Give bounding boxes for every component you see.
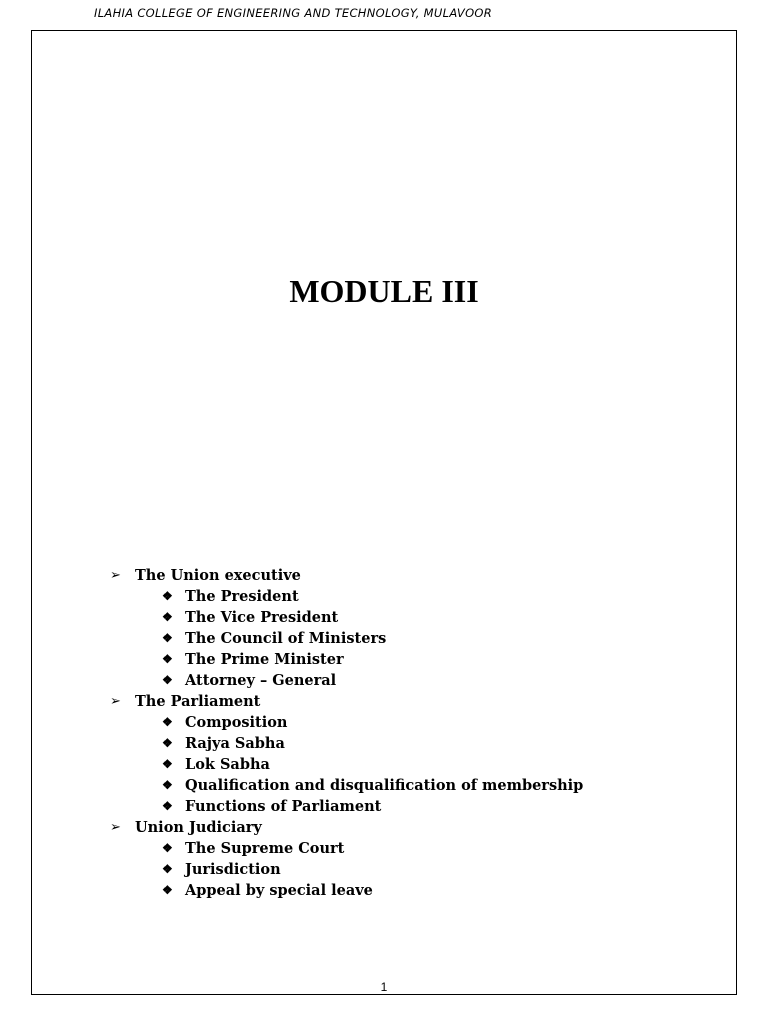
subtopic-item xyxy=(162,775,583,796)
diamond-bullet-icon: ❖ xyxy=(162,883,173,897)
subtopic-label: Lok Sabha xyxy=(185,756,270,773)
page-number: 1 xyxy=(380,980,388,994)
diamond-bullet-icon: ❖ xyxy=(162,736,173,750)
arrow-bullet-icon: ➢ xyxy=(110,694,121,709)
subtopic-label: The Vice President xyxy=(185,609,339,626)
subtopic-list xyxy=(110,586,583,691)
subtopic-label: Qualification and disqualification of membership xyxy=(185,777,584,794)
arrow-bullet-icon: ➢ xyxy=(110,820,121,835)
diamond-bullet-icon: ❖ xyxy=(162,631,173,645)
diamond-bullet-icon: ❖ xyxy=(162,589,173,603)
subtopic-list xyxy=(110,838,583,901)
topic-label: Union Judiciary xyxy=(135,819,262,836)
module-title: MODULE III xyxy=(289,273,479,309)
subtopic-label: Attorney – General xyxy=(185,672,337,689)
subtopic-label: Functions of Parliament xyxy=(185,798,382,815)
subtopic-list xyxy=(110,712,583,817)
diamond-bullet-icon: ❖ xyxy=(162,715,173,729)
subtopic-label: The President xyxy=(185,588,299,605)
subtopic-label: The Supreme Court xyxy=(185,840,345,857)
page-header: ILAHIA COLLEGE OF ENGINEERING AND TECHNOLOGY, MULAVOOR xyxy=(94,6,493,20)
diamond-bullet-icon: ❖ xyxy=(162,652,173,666)
topic-parliament xyxy=(110,691,583,817)
subtopic-item xyxy=(162,628,583,649)
subtopic-label: Jurisdiction xyxy=(185,861,281,878)
diamond-bullet-icon: ❖ xyxy=(162,673,173,687)
topic-union-executive xyxy=(110,565,583,691)
subtopic-label: Appeal by special leave xyxy=(185,882,373,899)
subtopic-item xyxy=(162,838,583,859)
subtopic-item xyxy=(162,586,583,607)
arrow-bullet-icon: ➢ xyxy=(110,568,121,583)
subtopic-label: The Council of Ministers xyxy=(185,630,387,647)
topic-label: The Union executive xyxy=(135,567,301,584)
subtopic-label: Composition xyxy=(185,714,288,731)
subtopic-item xyxy=(162,733,583,754)
subtopic-item xyxy=(162,880,583,901)
subtopic-item xyxy=(162,670,583,691)
module-outline xyxy=(110,565,583,901)
topic-label: The Parliament xyxy=(135,693,261,710)
diamond-bullet-icon: ❖ xyxy=(162,610,173,624)
diamond-bullet-icon: ❖ xyxy=(162,862,173,876)
subtopic-item xyxy=(162,649,583,670)
diamond-bullet-icon: ❖ xyxy=(162,778,173,792)
diamond-bullet-icon: ❖ xyxy=(162,841,173,855)
subtopic-item xyxy=(162,796,583,817)
diamond-bullet-icon: ❖ xyxy=(162,757,173,771)
topic-union-judiciary xyxy=(110,817,583,901)
subtopic-label: The Prime Minister xyxy=(185,651,344,668)
subtopic-item xyxy=(162,712,583,733)
subtopic-item xyxy=(162,607,583,628)
subtopic-label: Rajya Sabha xyxy=(185,735,285,752)
subtopic-item xyxy=(162,754,583,775)
subtopic-item xyxy=(162,859,583,880)
diamond-bullet-icon: ❖ xyxy=(162,799,173,813)
